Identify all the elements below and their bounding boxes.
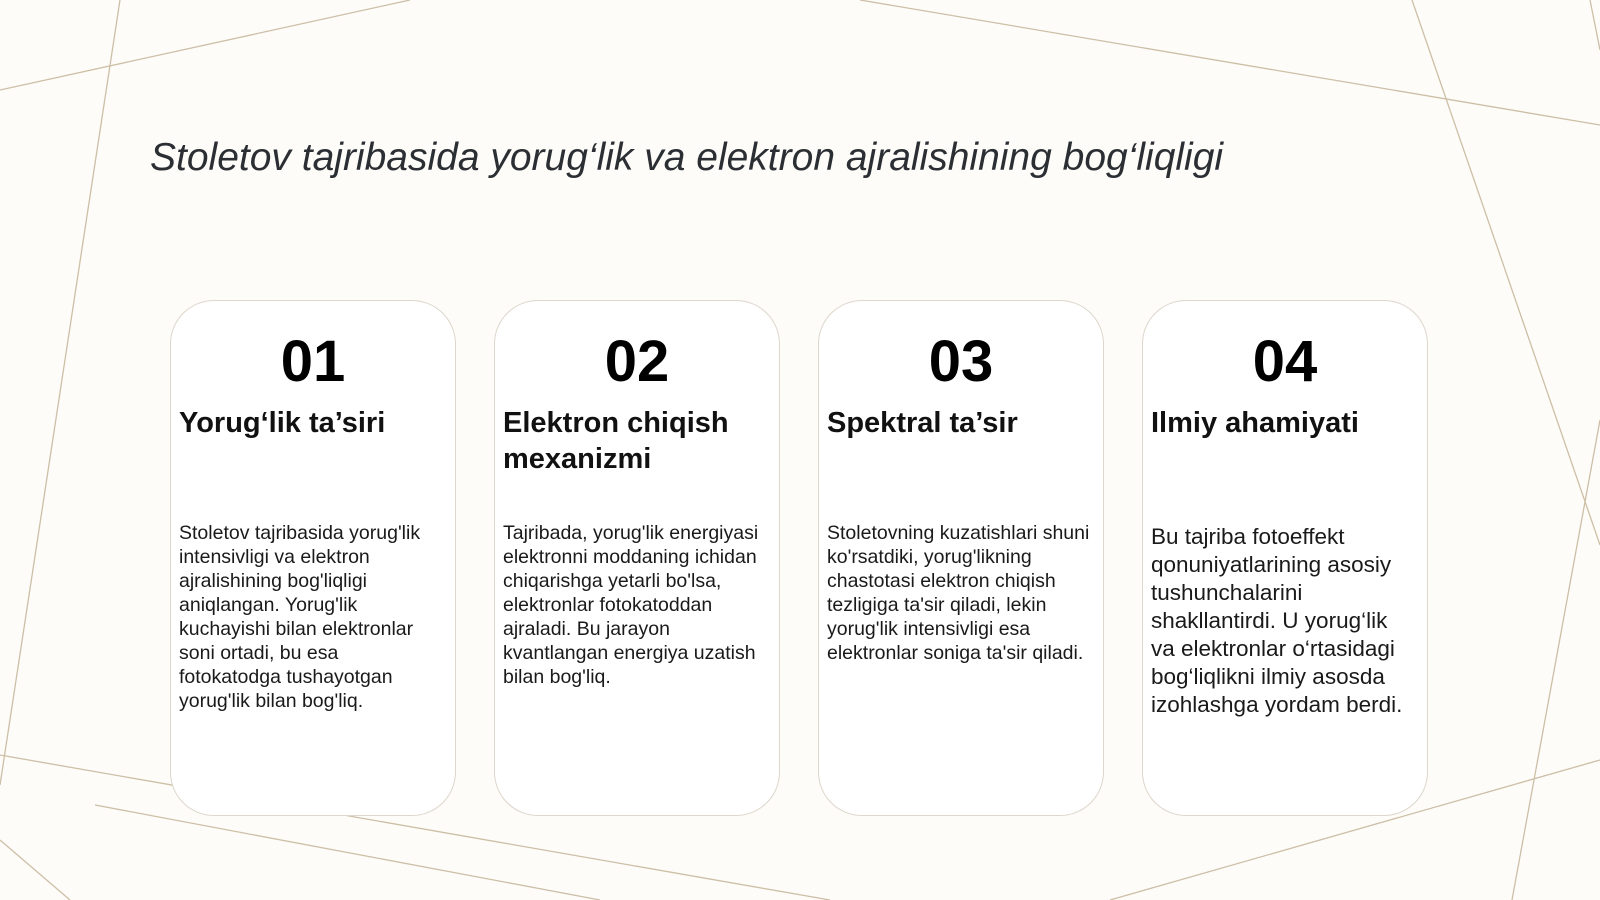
card-4 bbox=[1142, 300, 1428, 816]
card-heading: Ilmiy ahamiyati bbox=[1151, 407, 1359, 439]
card-body: Tajribada, yorug'lik energiyasi elektronni moddaning ichidan chiqarishga yetarli bo'lsa, elektronlar fotokatoddan ajraladi. Bu jarayon kvantlangan energiya uzatish bilan bog'liq. bbox=[503, 522, 759, 688]
slide-title: Stoletov tajribasida yorug‘lik va elektron ajralishining bog‘liqligi bbox=[150, 136, 1224, 179]
card-body: Stoletov tajribasida yorug'lik intensivligi va elektron ajralishining bog'liqligi aniqlangan. Yorug'lik kuchayishi bilan elektronlar soni ortadi, bu esa fotokatodga tushayotgan yorug'lik bilan bog'liq. bbox=[179, 522, 421, 712]
card-heading: Elektron chiqish mexanizmi bbox=[503, 407, 729, 475]
card-1 bbox=[170, 300, 456, 816]
card-number: 02 bbox=[604, 329, 670, 394]
card-body: Bu tajriba fotoeffekt qonuniyatlarining asosiy tushunchalarini shakllantirdi. U yorug‘lik va elektronlar o‘rtasidagi bog‘liqlikni ilmiy asosda izohlashga yordam berdi. bbox=[1151, 524, 1403, 717]
card-number: 01 bbox=[280, 329, 346, 394]
card-body: Stoletovning kuzatishlari shuni ko'rsatdiki, yorug'likning chastotasi elektron chiqish tezligiga ta'sir qiladi, lekin yorug'lik intensivligi esa elektronlar soniga ta'sir qiladi. bbox=[827, 522, 1090, 664]
card-heading: Spektral ta’sir bbox=[827, 407, 1018, 439]
card-number: 04 bbox=[1252, 329, 1318, 394]
card-2 bbox=[494, 300, 780, 816]
card-heading: Yorug‘lik ta’siri bbox=[179, 407, 386, 439]
card-number: 03 bbox=[928, 329, 994, 394]
card-3 bbox=[818, 300, 1104, 816]
